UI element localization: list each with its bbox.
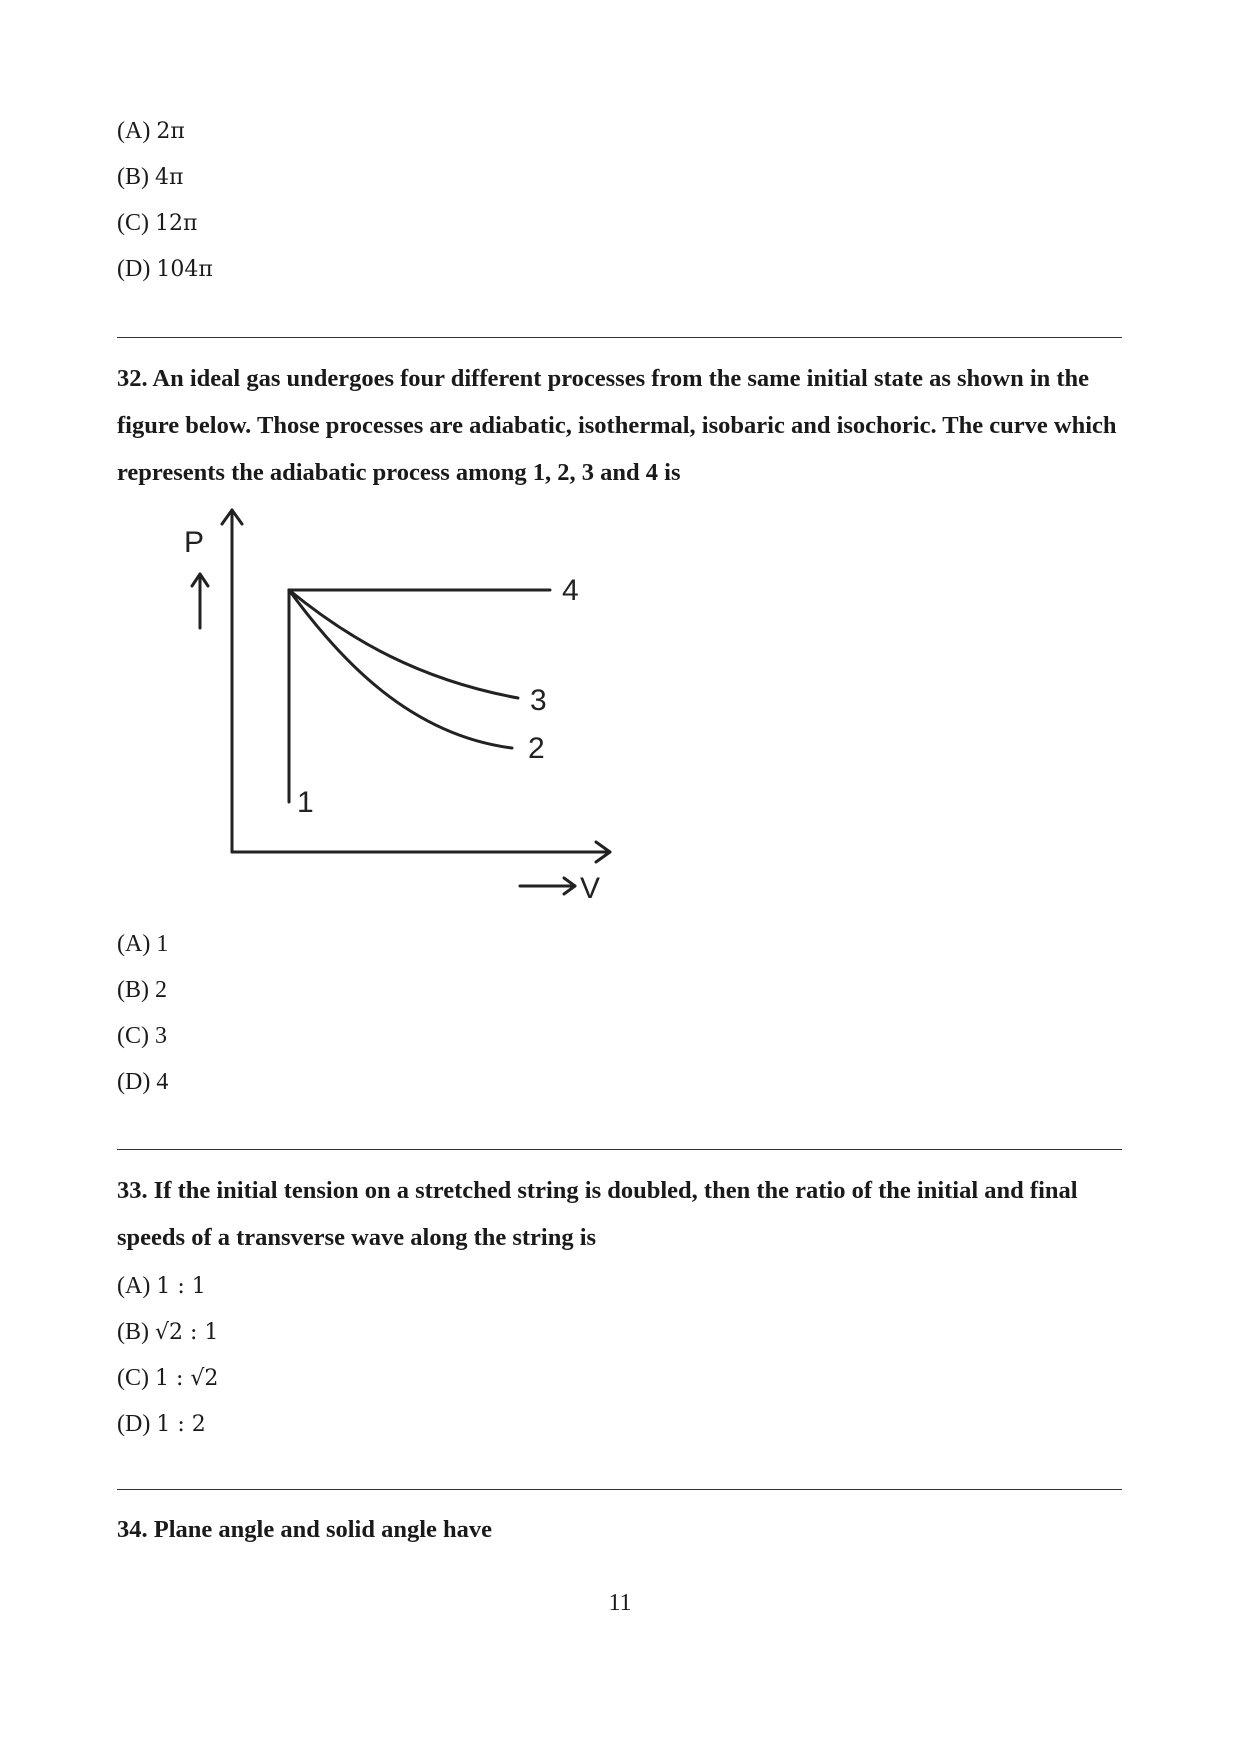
option-value: 1 : 2 [156, 1412, 206, 1437]
q32-option-a [117, 929, 168, 959]
option-label: (A) [117, 1273, 151, 1299]
option-label: (C) [117, 1023, 149, 1049]
option-value: 104π [156, 257, 213, 282]
option-label: (B) [117, 164, 149, 190]
option-value: 1 : 1 [156, 1274, 206, 1299]
option-label: (D) [117, 256, 151, 282]
curve-2-adiabatic [289, 590, 512, 748]
option-label: (B) [117, 977, 149, 1003]
q31-option-a [117, 116, 185, 147]
option-label: (A) [117, 931, 151, 957]
q33-option-b [117, 1317, 218, 1348]
option-value: 2 [155, 977, 167, 1003]
curve-3-isothermal [289, 590, 518, 698]
curve-label-3: 3 [530, 684, 547, 717]
q33-option-c [117, 1363, 218, 1394]
curve-label-2: 2 [528, 732, 545, 765]
q31-option-c [117, 208, 197, 239]
option-value: 12π [155, 211, 198, 236]
option-value: 4 [156, 1069, 169, 1095]
curve-label-1: 1 [297, 786, 314, 819]
option-label: (D) [117, 1069, 151, 1095]
x-axis-label: V [580, 872, 601, 905]
option-value: 4π [155, 165, 184, 190]
q32-option-c [117, 1021, 167, 1051]
option-label: (A) [117, 118, 151, 144]
q31-option-d [117, 254, 213, 285]
option-value: 1 : √2 [155, 1366, 219, 1391]
q32-text: 32. An ideal gas undergoes four different processes from the same initial state as shown in the figure below. Those processes are adiabatic, isothermal, isobaric and isochoric. The curve which represents the adiabatic process among 1, 2, 3 and 4 is [117, 365, 1117, 486]
page-number: 11 [608, 1590, 632, 1616]
q32-option-b [117, 975, 167, 1005]
option-label: (D) [117, 1411, 151, 1437]
q33-option-d [117, 1409, 206, 1440]
option-value: √2 : 1 [155, 1320, 219, 1345]
option-label: (C) [117, 210, 149, 236]
option-value: 1 [156, 931, 169, 957]
option-value: 2π [156, 119, 185, 144]
q34-text: 34. Plane angle and solid angle have [117, 1516, 493, 1543]
q33-text: 33. If the initial tension on a stretched string is doubled, then the ratio of the initial and final speeds of a transverse wave along the string is [117, 1177, 1078, 1251]
option-label: (B) [117, 1319, 149, 1345]
option-label: (C) [117, 1365, 149, 1391]
curve-label-4: 4 [562, 574, 579, 607]
option-value: 3 [155, 1023, 167, 1049]
q31-option-b [117, 162, 183, 193]
q32-option-d [117, 1067, 168, 1097]
pv-diagram [170, 500, 630, 910]
q33-option-a [117, 1271, 206, 1302]
y-axis-label: P [184, 526, 205, 559]
divider [117, 1149, 1122, 1150]
divider [117, 337, 1122, 338]
divider [117, 1489, 1122, 1490]
